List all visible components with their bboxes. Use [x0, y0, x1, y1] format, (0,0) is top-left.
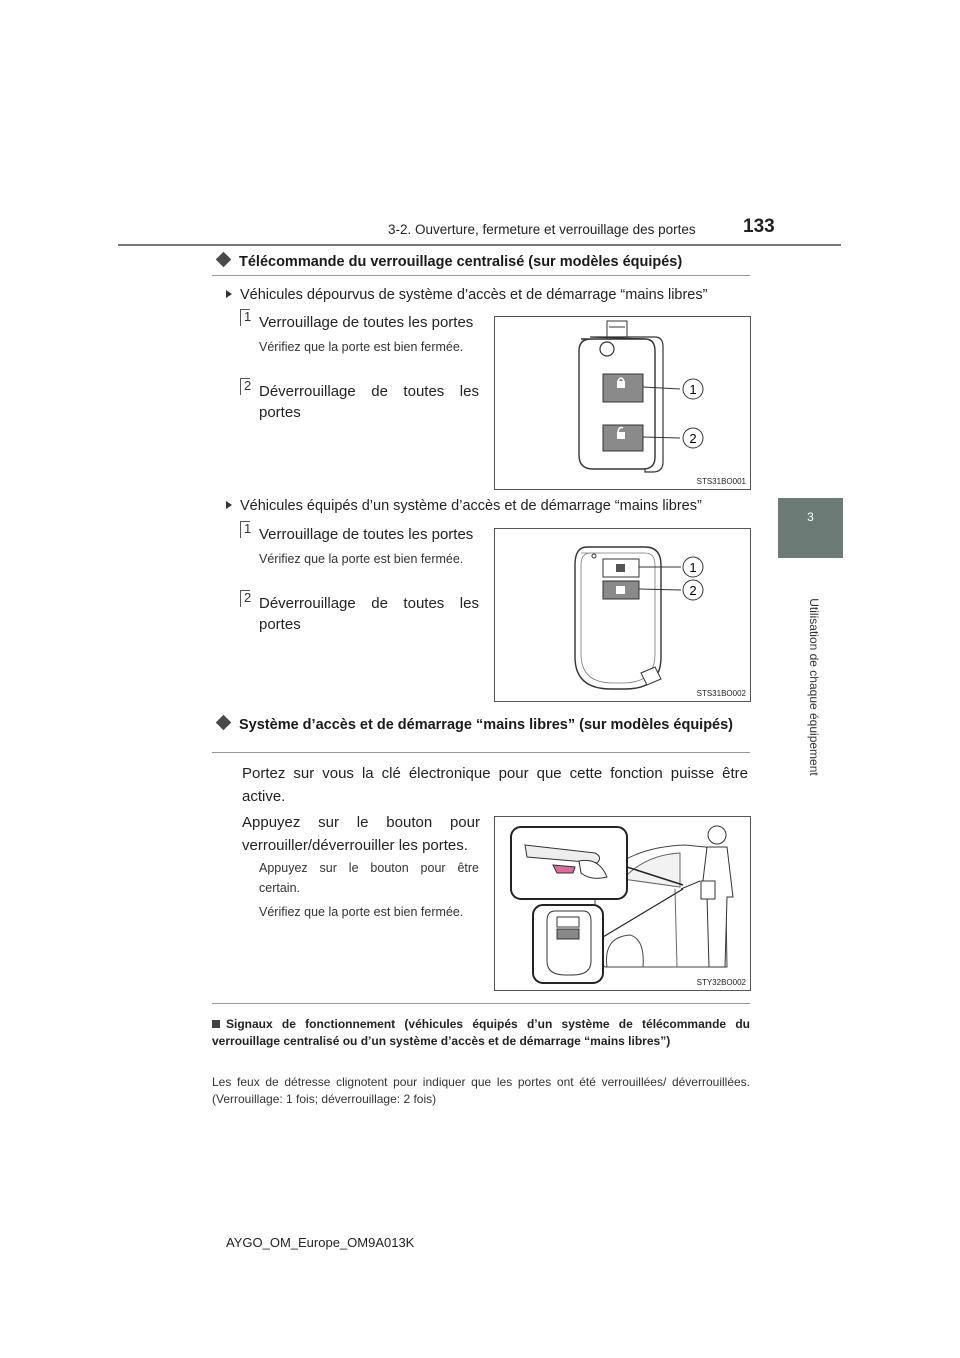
section2-rule	[212, 752, 750, 753]
document-footer: AYGO_OM_Europe_OM9A013K	[226, 1235, 415, 1250]
item-lock-all: Verrouillage de toutes les portes	[259, 526, 474, 543]
section2-heading: Système d’accès et de démarrage “mains libres” (sur modèles équipés)	[218, 714, 748, 736]
signals-body: Les feux de détresse clignotent pour indiquer que les portes ont été verrouillées/ déverrouillées. (Verrouillage: 1 fois; déverrouillage: 2 fois)	[212, 1075, 750, 1106]
header-rule	[118, 244, 841, 246]
section2-intro: Portez sur vous la clé électronique pour que cette fonction puisse être active.	[242, 765, 748, 805]
item-number-badge: 1	[240, 309, 256, 325]
section1-heading: Télécommande du verrouillage centralisé (sur modèles équipés)	[218, 254, 682, 270]
item-number-badge: 1	[240, 521, 256, 537]
triangle-bullet-icon	[226, 501, 232, 509]
remote-key-illustration	[495, 317, 750, 489]
figure-code: STY32BO002	[696, 978, 746, 987]
section2-note-1: Appuyez sur le bouton pour être certain.	[259, 861, 479, 895]
figure-code: STS31BO001	[696, 477, 746, 486]
chapter-tab-number: 3	[807, 510, 814, 524]
diamond-bullet-icon	[216, 252, 232, 268]
item-note: Vérifiez que la porte est bien fermée.	[259, 552, 464, 566]
square-bullet-icon	[212, 1020, 220, 1028]
triangle-bullet-icon	[226, 290, 232, 298]
figure-smart-key	[494, 528, 751, 702]
callout-2: 2	[689, 431, 697, 446]
callout-2: 2	[689, 583, 697, 598]
sub-b-heading: Véhicules équipés d’un système d’accès et de démarrage “mains libres”	[226, 498, 702, 514]
callout-1: 1	[689, 382, 697, 397]
signals-title: Signaux de fonctionnement (véhicules équipés d’un système de télécommande du verrouillage centralisé ou d’un système d’accès et de démarrage “mains libres”)	[212, 1017, 750, 1048]
door-handle-illustration	[495, 817, 750, 990]
sub-a-heading: Véhicules dépourvus de système d’accès et de démarrage “mains libres”	[226, 287, 707, 303]
item-unlock-all: Déverrouillage de toutes les portes	[259, 383, 479, 421]
figure-code: STS31BO002	[696, 689, 746, 698]
page-number: 133	[743, 216, 775, 237]
diamond-bullet-icon	[216, 715, 232, 731]
item-note: Vérifiez que la porte est bien fermée.	[259, 340, 464, 354]
item-lock-all: Verrouillage de toutes les portes	[259, 314, 474, 331]
section2-note-2: Vérifiez que la porte est bien fermée.	[259, 905, 464, 919]
section-header: 3-2. Ouverture, fermeture et verrouillage des portes	[388, 222, 696, 237]
callout-1: 1	[689, 560, 697, 575]
signals-rule	[212, 1003, 750, 1004]
section2-instruction: Appuyez sur le bouton pour verrouiller/déverrouiller les portes.	[242, 814, 480, 854]
item-number-badge: 2	[240, 378, 256, 394]
chapter-tab-label: Utilisation de chaque équipement	[807, 598, 821, 776]
figure-remote-key-a	[494, 316, 751, 490]
item-unlock-all: Déverrouillage de toutes les portes	[259, 595, 479, 633]
smart-key-illustration	[495, 529, 750, 701]
figure-door-handle	[494, 816, 751, 991]
item-number-badge: 2	[240, 590, 256, 606]
section1-rule	[212, 275, 750, 276]
